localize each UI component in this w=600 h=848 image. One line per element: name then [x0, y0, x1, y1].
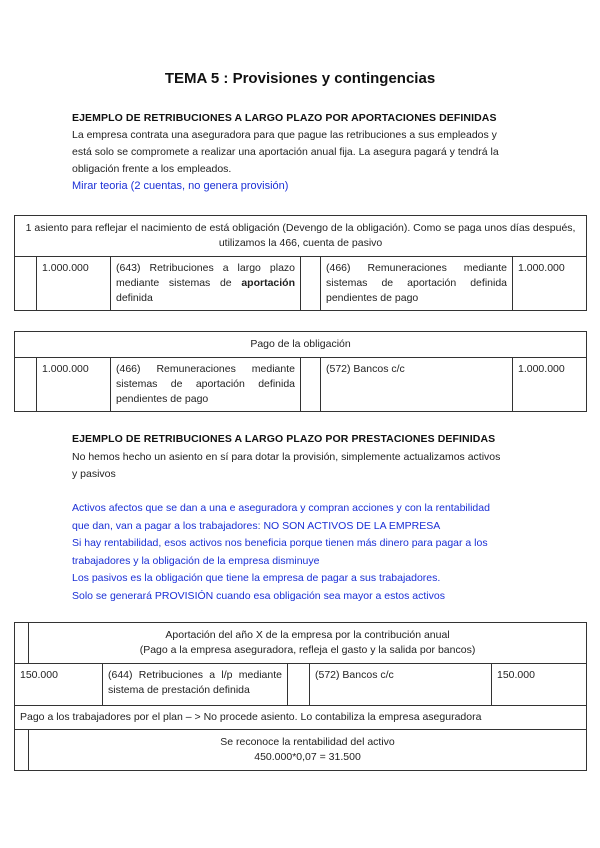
table3-debit-account: (644) Retribuciones a l/p mediante sistema de prestación definida [103, 664, 288, 706]
table2-credit-account: (572) Bancos c/c [321, 358, 513, 412]
table3-header-line-2: (Pago a la empresa aseguradora, refleja el gasto y la salida por bancos) [139, 644, 476, 656]
table3-note: Pago a los trabajadores por el plan – > No procede asiento. Lo contabiliza la empresa aseguradora [15, 706, 587, 730]
journal-entry-table-2 [14, 331, 587, 412]
table1-debit-amount: 1.000.000 [37, 257, 111, 311]
table2-debit-amount: 1.000.000 [37, 358, 111, 412]
table1-credit-amount: 1.000.000 [513, 257, 587, 311]
table3-debit-amount: 150.000 [15, 664, 103, 706]
section2-line-2: y pasivos [72, 468, 116, 480]
section2-blue-notes [72, 500, 542, 606]
section1-line-2: está solo se compromete a realizar una aportación anual fija. La asegura pagará y tendrá la [72, 146, 499, 158]
blue-note-line-2: que dan, van a pagar a los trabajadores: NO SON ACTIVOS DE LA EMPRESA [72, 519, 441, 532]
blue-note-line-6: Solo se generará PROVISIÓN cuando esa obligación sea mayor a estos activos [72, 589, 445, 602]
table1-spacer-middle [301, 257, 321, 311]
section1-heading: EJEMPLO DE RETRIBUCIONES A LARGO PLAZO POR APORTACIONES DEFINIDAS [72, 112, 497, 124]
table3-footer [29, 730, 587, 771]
table2-spacer-middle [301, 358, 321, 412]
table3-credit-amount: 150.000 [492, 664, 587, 706]
table1-debit-account-pre: (643) Retribuciones a largo plazo mediante sistemas de [116, 262, 295, 289]
page-title: TEMA 5 : Provisiones y contingencias [164, 70, 436, 87]
table3-footer-line-2: 450.000*0,07 = 31.500 [254, 751, 361, 763]
section1-line-3: obligación frente a los empleados. [72, 163, 232, 175]
table1-spacer-left [15, 257, 37, 311]
table3-spacer-middle [288, 664, 310, 706]
section2-heading: EJEMPLO DE RETRIBUCIONES A LARGO PLAZO POR PRESTACIONES DEFINIDAS [72, 433, 496, 445]
blue-note-line-3: Si hay rentabilidad, esos activos nos beneficia porque tienen más dinero para pagar a los [72, 537, 488, 550]
journal-entry-table-1 [14, 215, 587, 311]
table3-header [29, 623, 587, 664]
section2-line-1: No hemos hecho un asiento en sí para dotar la provisión, simplemente actualizamos activos [72, 451, 501, 463]
table1-debit-account [111, 257, 301, 311]
table3-credit-account: (572) Bancos c/c [310, 664, 492, 706]
section2-paragraph [72, 449, 542, 483]
table3-header-line-1: Aportación del año X de la empresa por la contribución anual [165, 629, 450, 641]
table3-footer-line-1: Se reconoce la rentabilidad del activo [220, 736, 395, 748]
blue-note-line-1: Activos afectos que se dan a una e aseguradora y compran acciones y con la rentabilidad [72, 502, 490, 514]
section1-line-1: La empresa contrata una aseguradora para que pague las retribuciones a sus empleados y [72, 129, 497, 141]
table2-header: Pago de la obligación [15, 332, 587, 358]
section1-paragraph [72, 127, 542, 178]
blue-note-line-4: trabajadores y la obligación de la empresa disminuye [72, 554, 320, 567]
table2-debit-account: (466) Remuneraciones mediante sistemas de aportación definida pendientes de pago [111, 358, 301, 412]
table2-spacer-left [15, 358, 37, 412]
table1-debit-account-bold: aportación [241, 277, 295, 289]
journal-entry-table-3 [14, 622, 587, 771]
table1-credit-account: (466) Remuneraciones mediante sistemas de aportación definida pendientes de pago [321, 257, 513, 311]
table1-header: 1 asiento para reflejar el nacimiento de está obligación (Devengo de la obligación). Como se paga unos días después, utilizamos la 466, cuenta de pasivo [15, 216, 587, 257]
table3-footer-spacer [15, 730, 29, 771]
section1-note: Mirar teoria (2 cuentas, no genera provisión) [72, 180, 289, 192]
table1-debit-account-post: definida [116, 292, 153, 304]
blue-note-line-5: Los pasivos es la obligación que tiene la empresa de pagar a sus trabajadores. [72, 572, 441, 585]
table3-header-spacer [15, 623, 29, 664]
table2-credit-amount: 1.000.000 [513, 358, 587, 412]
